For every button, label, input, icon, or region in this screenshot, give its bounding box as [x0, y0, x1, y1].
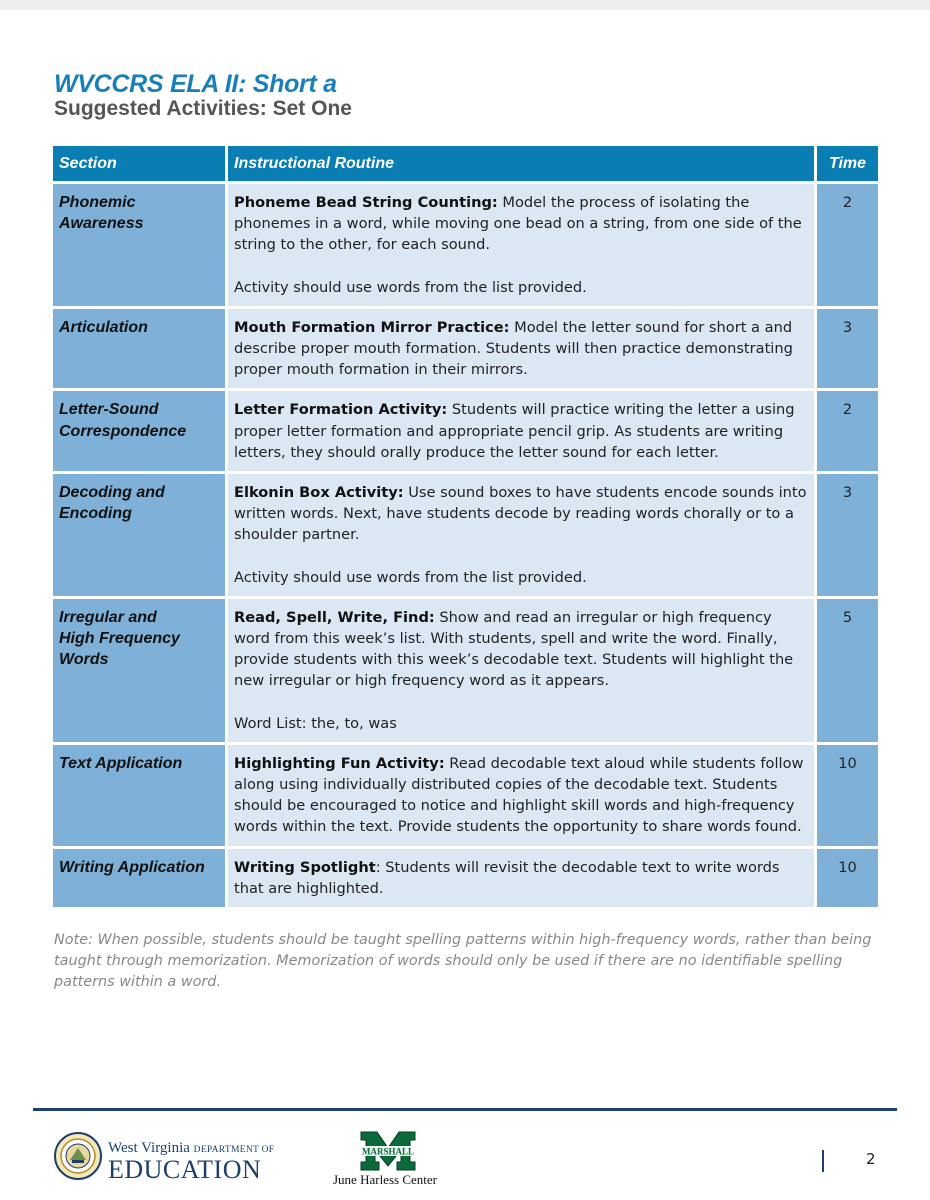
- footnote: Note: When possible, students should be taught spelling patterns within high-frequency words, rather than being taught through memorization. Memorization of words should only be used if there are no identifiable spelling patterns within a word.: [54, 932, 872, 990]
- time-cell: 5: [817, 599, 878, 742]
- table-row: [53, 849, 878, 907]
- routine-cell: [228, 309, 814, 389]
- marshall-m-logo-icon: [358, 1130, 418, 1172]
- page-title: WVCCRS ELA II: Short a: [54, 70, 337, 98]
- routine-text: Read decodable text aloud while students follow along using individually distributed copies of the decodable text. Students should be encouraged to notice and highlight skill words and high-frequency words within the text. Provide students the opportunity to share words found.: [234, 754, 804, 836]
- wv-dept: DEPARTMENT OF: [193, 1145, 275, 1155]
- routine-cell: [228, 849, 814, 907]
- section-label-line: Text Application: [59, 754, 183, 772]
- routine-text: Model the process of isolating the phonemes in a word, while moving one bead on a string, from one side of the string to the other, for each sound.: [234, 194, 802, 254]
- routine-description: [234, 482, 808, 546]
- routine-cell: [228, 391, 814, 471]
- routine-cell: [228, 599, 814, 742]
- june-harless-center-name: June Harless Center: [333, 1172, 437, 1187]
- section-label-line: Phonemic: [59, 194, 136, 211]
- routine-description: [234, 317, 808, 381]
- time-cell: 2: [817, 391, 878, 471]
- top-border: [0, 0, 930, 10]
- routine-description: [234, 192, 808, 256]
- routine-description: [234, 607, 808, 692]
- routine-title: Highlighting Fun Activity:: [234, 754, 445, 772]
- section-label-line: Irregular and: [59, 608, 157, 626]
- wv-education-logo: [108, 1140, 274, 1183]
- page-subtitle: Suggested Activities: Set One: [54, 97, 352, 120]
- wv-state-seal-icon: [54, 1132, 102, 1180]
- column-header-routine: Instructional Routine: [228, 146, 814, 181]
- section-cell: [53, 474, 225, 596]
- routine-title: Letter Formation Activity:: [234, 401, 448, 419]
- routine-text: : Students will revisit the decodable text to write words that are highlighted.: [234, 858, 780, 897]
- routine-note: Activity should use words from the list provided.: [234, 278, 587, 296]
- routine-cell: [228, 474, 814, 596]
- routine-cell: [228, 184, 814, 306]
- routine-text: Show and read an irregular or high frequency word from this week’s list. With students, spell and write the word. Finally, provide students with this week’s decodable text. Students will highlight the new irregular or high frequency word as it appears.: [234, 608, 794, 690]
- wv-name: West Virginia: [108, 1140, 190, 1156]
- time-cell: 3: [817, 309, 878, 389]
- time-cell: 3: [817, 474, 878, 596]
- section-cell: [53, 599, 225, 742]
- section-label-line: Decoding and: [59, 484, 165, 502]
- page-number: 2: [866, 1150, 876, 1168]
- section-label-line: Awareness: [59, 215, 144, 233]
- routine-text: Students will practice writing the letter a using proper letter formation and appropriate pencil grip. As students are writing letters, they should orally produce the letter sound for each letter.: [234, 401, 795, 461]
- section-label-line: Articulation: [59, 318, 148, 336]
- routine-description: [234, 399, 808, 463]
- section-cell: [53, 309, 225, 389]
- table-header-row: [53, 146, 878, 181]
- section-label-line: Writing Application: [59, 858, 205, 876]
- section-cell: [53, 745, 225, 846]
- page-number-divider: [822, 1150, 824, 1172]
- marshall-word: MARSHALL: [361, 1146, 415, 1157]
- routine-cell: [228, 745, 814, 846]
- table-row: [53, 474, 878, 596]
- table-row: [53, 184, 878, 306]
- routine-title: Read, Spell, Write, Find:: [234, 608, 435, 626]
- time-cell: 10: [817, 849, 878, 907]
- table-row: [53, 309, 878, 389]
- column-header-time: Time: [817, 146, 878, 181]
- activities-table: [50, 143, 881, 910]
- section-cell: [53, 184, 225, 306]
- section-label-line: High Frequency: [59, 630, 180, 648]
- section-label-line: Correspondence: [59, 422, 187, 440]
- section-label-line: Words: [59, 651, 109, 669]
- table-row: [53, 599, 878, 742]
- column-header-section: Section: [53, 146, 225, 181]
- routine-title: Phoneme Bead String Counting:: [234, 194, 498, 211]
- time-cell: 10: [817, 745, 878, 846]
- section-label-line: Encoding: [59, 505, 132, 523]
- routine-description: [234, 753, 808, 838]
- routine-description: [234, 857, 808, 899]
- routine-text: Model the letter sound for short a and describe proper mouth formation. Students will then practice demonstrating proper mouth formation in their mirrors.: [234, 318, 793, 379]
- routine-title: Elkonin Box Activity:: [234, 484, 404, 502]
- table-body: [53, 184, 878, 907]
- section-cell: [53, 391, 225, 471]
- routine-title: Writing Spotlight: [234, 858, 376, 876]
- table-row: [53, 391, 878, 471]
- footer-rule: [33, 1108, 897, 1111]
- time-cell: 2: [817, 184, 878, 306]
- section-label-line: Letter-Sound: [59, 401, 159, 419]
- wv-education-word: EDUCATION: [108, 1155, 262, 1184]
- routine-text: Use sound boxes to have students encode sounds into written words. Next, have students decode by reading words chorally or to a shoulder partner.: [234, 484, 807, 544]
- routine-title: Mouth Formation Mirror Practice:: [234, 318, 510, 336]
- routine-note: Activity should use words from the list provided.: [234, 568, 587, 586]
- routine-note: Word List: the, to, was: [234, 714, 397, 732]
- section-cell: [53, 849, 225, 907]
- table-row: [53, 745, 878, 846]
